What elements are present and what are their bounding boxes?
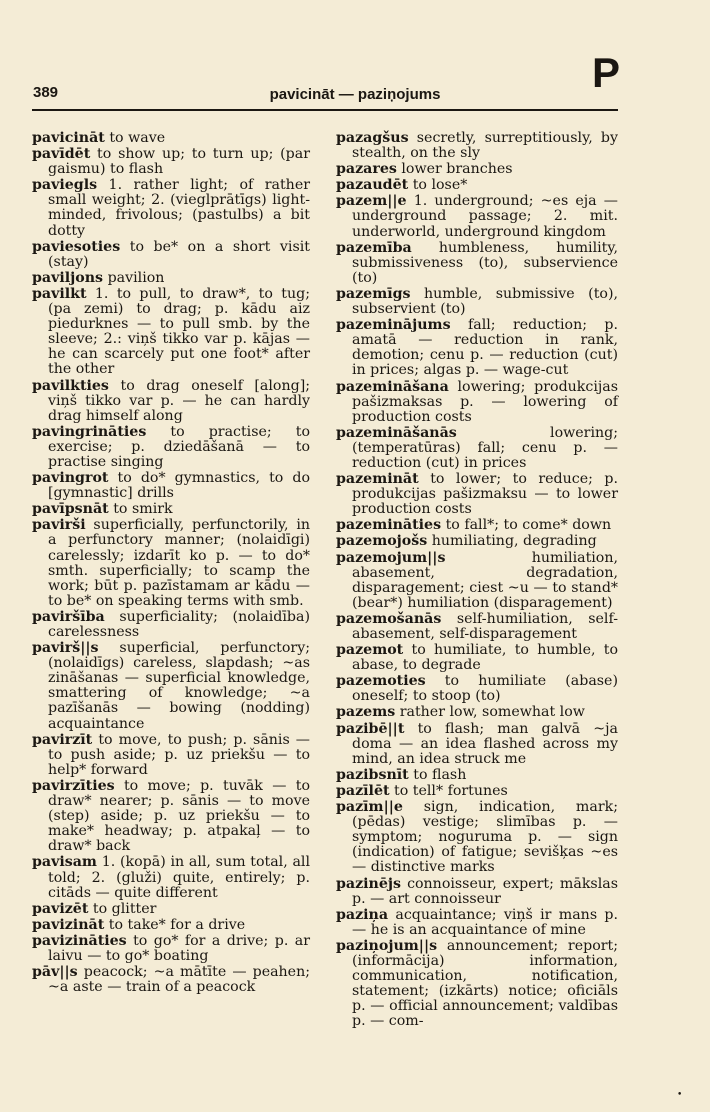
entry-definition: 1. to pull, to draw*, to tug; (pa zemi) to drag; p. kādu aiz piedurknes — to pull smb. by the sleeve; 2.: viņš tikko var p. kājas — he can scarcely put one foot* after the other: [48, 285, 310, 378]
header-rule: [32, 109, 618, 111]
dictionary-entry: [32, 471, 310, 501]
dictionary-entry: [336, 518, 618, 533]
entry-definition: superficial, perfunctory; (nolaidīgs) careless, slapdash; ~as zināšanas — superficial knowledge, smattering of knowledge; ~a pazīšanās — bowing (nodding) acquaintance: [48, 640, 310, 732]
entry-definition: to move, to push; p. sānis — to push aside; p. uz priekšu — to help* forward: [48, 731, 310, 778]
entry-definition: to humiliate, to humble, to abase, to degrade: [352, 642, 618, 674]
entry-definition: 1. underground; ~es eja — underground passage; 2. mit. underworld, underground kingdom: [352, 193, 618, 240]
dictionary-entry: [32, 733, 310, 778]
dictionary-entry: [336, 784, 618, 799]
dictionary-entry: [32, 965, 310, 995]
entry-headword: pazaudēt: [336, 177, 409, 194]
dictionary-entry: [336, 472, 618, 517]
dictionary-entry: [32, 518, 310, 609]
dictionary-entry: [336, 241, 618, 286]
entry-definition: to practise; to exercise; p. dziedāšanā — to practise singing: [48, 423, 310, 470]
dictionary-entry: [32, 610, 310, 640]
entry-definition: to smirk: [113, 501, 173, 518]
entry-definition: to glitter: [92, 900, 157, 917]
entry-headword: pazem||e: [336, 193, 407, 210]
dictionary-entry: [32, 855, 310, 900]
entry-definition: to take* for a drive: [108, 916, 246, 933]
section-letter: P: [592, 49, 621, 96]
entry-headword: pavīdēt: [32, 146, 91, 163]
entry-headword: pavingrināties: [32, 423, 147, 440]
entry-definition: peacock; ~a mātīte — peahen; ~a aste — train of a peacock: [48, 964, 310, 996]
dictionary-entry: [336, 722, 618, 767]
dictionary-entry: [336, 612, 618, 642]
entry-definition: acquaintance; viņš ir mans p. — he is an acquaintance of mine: [352, 906, 618, 938]
dictionary-entry: [32, 131, 310, 146]
dictionary-entry: [336, 426, 618, 471]
entry-headword: pazemojum||s: [336, 549, 446, 566]
entry-definition: secretly, surreptitiously, by stealth, on the sly: [352, 130, 618, 162]
dictionary-entry: [336, 318, 618, 378]
page-number: 389: [33, 84, 59, 101]
entry-headword: paviljons: [32, 269, 104, 286]
entry-definition: to do* gymnastics, to do [gymnastic] drills: [48, 470, 310, 502]
entry-definition: lowering; (temperatūras) fall; cenu p. — reduction (cut) in prices: [352, 424, 618, 471]
right-column: [336, 131, 618, 1030]
entry-definition: fall; reduction; p. amatā — reduction in rank, demotion; cenu p. — reduction (cut) in prices; algas p. — wage-cut: [352, 317, 619, 379]
entry-definition: superficially, perfunctorily, in a perfunctory manner; (nolaidīgi) carelessly; izdarīt ko p. — to do* smth. superficially; to scamp the work; būt p. pazīstamam ar kādu — to be* on speaking terms with smb.: [48, 517, 310, 609]
dictionary-entry: [336, 178, 618, 193]
entry-headword: pazemināšana: [336, 378, 449, 395]
entry-definition: superficiality; (nolaidība) carelessness: [48, 608, 310, 640]
dictionary-entry: [32, 779, 310, 854]
dictionary-entry: [336, 534, 618, 549]
entry-definition: announcement; report; (informācija) information, communication, notification, statement; (izkārts) notice; oficiāls p. — official announcement; valdības p. — com-: [352, 937, 618, 1030]
dictionary-entry: [32, 287, 310, 378]
dictionary-entry: [336, 162, 618, 177]
entry-headword: paziņojum||s: [336, 937, 438, 954]
entry-definition: 1. rather light; of rather small weight; 2. (vieglprātīgs) light-minded, frivolous; (pastulbs) a bit dotty: [48, 177, 310, 239]
entry-definition: to move; p. tuvāk — to draw* nearer; p. sānis — to move (step) aside; p. uz priekšu — to make* headway; p. atpakaļ — to draw* back: [48, 777, 310, 855]
dictionary-entry: [336, 800, 618, 875]
entry-headword: pavīpsnāt: [32, 501, 109, 518]
entry-definition: to go* for a drive; p. ar laivu — to go* boating: [48, 932, 310, 964]
entry-headword: pazinējs: [336, 875, 402, 892]
entry-definition: to lower; to reduce; p. produkcijas pašizmaksu — to lower production costs: [352, 471, 618, 518]
entry-definition: rather low, somewhat low: [399, 704, 585, 721]
entry-headword: pazemošanās: [336, 610, 442, 627]
entry-headword: pazemoties: [336, 673, 426, 690]
entry-definition: sign, indication, mark; (pēdas) vestige; slimības p. — symptom; noguruma p. — sign (indication) of fatigue; sevišķas ~es — distinctive marks: [352, 799, 618, 876]
entry-definition: connoisseur, expert; mākslas p. — art connoisseur: [352, 875, 618, 907]
entry-headword: pavilkties: [32, 377, 109, 394]
dictionary-entry: [32, 641, 310, 732]
entry-headword: pazemība: [336, 239, 412, 256]
entry-definition: to wave: [109, 130, 166, 146]
entry-headword: pāv||s: [32, 964, 78, 981]
entry-headword: pavilkt: [32, 285, 87, 302]
entry-headword: pavizināties: [32, 932, 127, 949]
entry-headword: pavirš||s: [32, 640, 99, 657]
entry-headword: pazemīgs: [336, 285, 411, 302]
dictionary-entry: [336, 551, 618, 611]
entry-definition: to humiliate (abase) oneself; to stoop (to): [352, 673, 618, 705]
dictionary-entry: [32, 902, 310, 917]
dictionary-entry: [32, 425, 310, 470]
entry-headword: pavicināt: [32, 130, 105, 146]
entry-headword: pazemināties: [336, 517, 442, 534]
dictionary-entry: [32, 502, 310, 517]
entry-headword: pazemināt: [336, 471, 419, 488]
running-head: pavicināt — paziņojums: [269, 86, 441, 103]
entry-headword: paviesoties: [32, 238, 121, 255]
entry-definition: to show up; to turn up; (par gaismu) to flash: [48, 146, 310, 178]
entry-definition: to tell* fortunes: [394, 782, 508, 799]
entry-headword: pavizēt: [32, 900, 89, 917]
dictionary-entry: [336, 194, 618, 239]
entry-definition: lower branches: [401, 161, 513, 178]
dictionary-entry: [336, 674, 618, 704]
dictionary-entry: [32, 934, 310, 964]
entry-headword: pazemot: [336, 642, 404, 659]
entry-headword: pavizināt: [32, 916, 105, 933]
dictionary-entry: [336, 643, 618, 673]
entry-headword: pavirzīties: [32, 777, 115, 794]
entry-headword: pavirzīt: [32, 731, 93, 748]
entry-definition: self-humiliation, self-abasement, self-disparagement: [352, 610, 618, 642]
entry-headword: paviegls: [32, 177, 98, 194]
entry-definition: to lose*: [412, 177, 468, 194]
entry-definition: to fall*; to come* down: [445, 517, 612, 534]
dictionary-entry: [336, 705, 618, 720]
entry-definition: to drag oneself [along]; viņš tikko var p. — he can hardly drag himself along: [48, 377, 311, 424]
entry-headword: pazīlēt: [336, 782, 390, 799]
dictionary-entry: [336, 908, 618, 938]
entry-definition: humbleness, humility, submissiveness (to), subservience (to): [352, 239, 618, 286]
entry-headword: pazagšus: [336, 130, 409, 146]
entry-headword: pavirši: [32, 517, 86, 534]
entry-definition: to flash: [413, 766, 467, 783]
entry-definition: to be* on a short visit (stay): [48, 238, 310, 270]
dictionary-entry: [336, 380, 618, 425]
dictionary-entry: [32, 271, 310, 286]
entry-headword: pazibē||t: [336, 720, 405, 737]
entry-definition: to flash; man galvā ~ja doma — an idea flashed across my mind, an idea struck me: [352, 720, 619, 767]
entry-definition: humiliation, abasement, degradation, disparagement; ciest ~u — to stand* (bear*) humiliation (disparagement): [352, 549, 618, 611]
dictionary-entry: [336, 131, 618, 161]
dictionary-entry: [336, 768, 618, 783]
entry-definition: lowering; produkcijas pašizmaksas p. — lowering of production costs: [352, 378, 619, 425]
dictionary-entry: [32, 147, 310, 177]
entry-headword: pavisam: [32, 854, 97, 871]
entry-definition: pavilion: [107, 269, 165, 286]
entry-headword: pazibsnīt: [336, 766, 409, 783]
entry-headword: pazemojošs: [336, 533, 428, 550]
entry-headword: pavingrot: [32, 470, 109, 487]
dictionary-entry: [336, 939, 618, 1030]
entry-definition: humiliating, degrading: [431, 533, 597, 550]
entry-headword: pazems: [336, 704, 396, 721]
entry-headword: pazemināšanās: [336, 424, 457, 441]
dictionary-entry: [32, 240, 310, 270]
entry-definition: 1. (kopā) in all, sum total, all told; 2. (gluži) quite, entirely; p. citāds — quite different: [48, 854, 310, 901]
dictionary-entry: [336, 287, 618, 317]
entry-headword: paviršība: [32, 608, 105, 625]
dictionary-entry: [32, 379, 310, 424]
entry-definition: humble, submissive (to), subservient (to): [352, 285, 618, 318]
entry-headword: pazeminājums: [336, 317, 451, 334]
entry-headword: pazīm||e: [336, 799, 403, 816]
dictionary-entry: [32, 178, 310, 238]
dictionary-entry: [336, 877, 618, 907]
entry-headword: paziņa: [336, 906, 389, 923]
dictionary-entry: [32, 918, 310, 933]
entry-headword: pazares: [336, 161, 397, 178]
corner-dot: •: [677, 1090, 683, 1100]
left-column: [32, 131, 310, 996]
